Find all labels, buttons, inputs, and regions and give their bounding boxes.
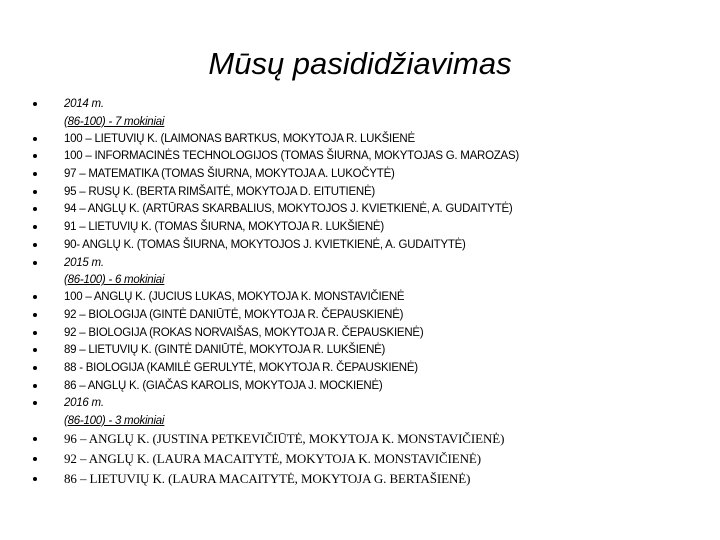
list-item: 100 – LIETUVIŲ K. (LAIMONAS BARTKUS, MOKYTOJA R. LUKŠIENĖ [0, 131, 720, 149]
bullet-icon [33, 457, 37, 461]
list-item: 86 – ANGLŲ K. (GIAČAS KAROLIS, MOKYTOJA J. MOCKIENĖ) [0, 378, 720, 396]
bullet-icon [33, 243, 37, 247]
year-heading: 2016 m. [0, 395, 720, 413]
achievements-list [0, 96, 720, 490]
list-item: 86 – LIETUVIŲ K. (LAURA MACAITYTĖ, MOKYTOJA G. BERTAŠIENĖ) [0, 470, 720, 490]
bullet-icon [33, 348, 37, 352]
year-heading: 2015 m. [0, 255, 720, 273]
bullet-icon [33, 331, 37, 335]
bullet-icon [33, 137, 37, 141]
score-range: (86-100) [64, 274, 106, 287]
bullet-icon [33, 437, 37, 441]
score-range: (86-100) [64, 415, 106, 427]
score-range: (86-100) [64, 115, 106, 128]
list-item: 100 – INFORMACINĖS TECHNOLOGIJOS (TOMAS ŠIURNA, MOKYTOJAS G. MAROZAS) [0, 148, 720, 166]
student-count: - 7 mokiniai [105, 115, 165, 128]
list-item: 92 – ANGLŲ K. (LAURA MACAITYTĖ, MOKYTOJA K. MONSTAVIČIENĖ) [0, 450, 720, 470]
year-subheading [0, 114, 720, 131]
year-subheading [0, 413, 720, 430]
bullet-icon [33, 384, 37, 388]
bullet-icon [33, 313, 37, 317]
year-subheading [0, 272, 720, 289]
student-count: - 6 mokiniai [105, 274, 165, 287]
list-item: 95 – RUSŲ K. (BERTA RIMŠAITĖ, MOKYTOJA D. EITUTIENĖ) [0, 184, 720, 202]
list-item: 100 – ANGLŲ K. (JUCIUS LUKAS, MOKYTOJA K. MONSTAVIČIENĖ [0, 289, 720, 307]
list-item: 90- ANGLŲ K. (TOMAS ŠIURNA, MOKYTOJOS J. KVIETKIENĖ, A. GUDAITYTĖ) [0, 237, 720, 255]
list-item: 91 – LIETUVIŲ K. (TOMAS ŠIURNA, MOKYTOJA R. LUKŠIENĖ) [0, 219, 720, 237]
student-count: - 3 mokiniai [105, 415, 165, 427]
bullet-icon [33, 102, 37, 106]
bullet-icon [33, 261, 37, 265]
bullet-icon [33, 172, 37, 176]
list-item: 89 – LIETUVIŲ K. (GINTĖ DANIŪTĖ, MOKYTOJA R. LUKŠIENĖ) [0, 342, 720, 360]
year-heading: 2014 m. [0, 96, 720, 114]
list-item: 97 – MATEMATIKA (TOMAS ŠIURNA, MOKYTOJA A. LUKOČYTĖ) [0, 166, 720, 184]
bullet-icon [33, 477, 37, 481]
bullet-icon [33, 225, 37, 229]
list-item: 96 – ANGLŲ K. (JUSTINA PETKEVIČIŪTĖ, MOKYTOJA K. MONSTAVIČIENĖ) [0, 430, 720, 450]
list-item: 88 - BIOLOGIJA (KAMILĖ GERULYTĖ, MOKYTOJA R. ČEPAUSKIENĖ) [0, 360, 720, 378]
list-item: 92 – BIOLOGIJA (ROKAS NORVAIŠAS, MOKYTOJA R. ČEPAUSKIENĖ) [0, 325, 720, 343]
bullet-icon [33, 295, 37, 299]
list-item: 92 – BIOLOGIJA (GINTĖ DANIŪTĖ, MOKYTOJA R. ČEPAUSKIENĖ) [0, 307, 720, 325]
list-item: 94 – ANGLŲ K. (ARTŪRAS SKARBALIUS, MOKYTOJOS J. KVIETKIENĖ, A. GUDAITYTĖ) [0, 201, 720, 219]
page-title: Mūsų pasididžiavimas [208, 46, 512, 81]
bullet-icon [33, 190, 37, 194]
bullet-icon [33, 154, 37, 158]
bullet-icon [33, 401, 37, 405]
bullet-icon [33, 366, 37, 370]
bullet-icon [33, 207, 37, 211]
